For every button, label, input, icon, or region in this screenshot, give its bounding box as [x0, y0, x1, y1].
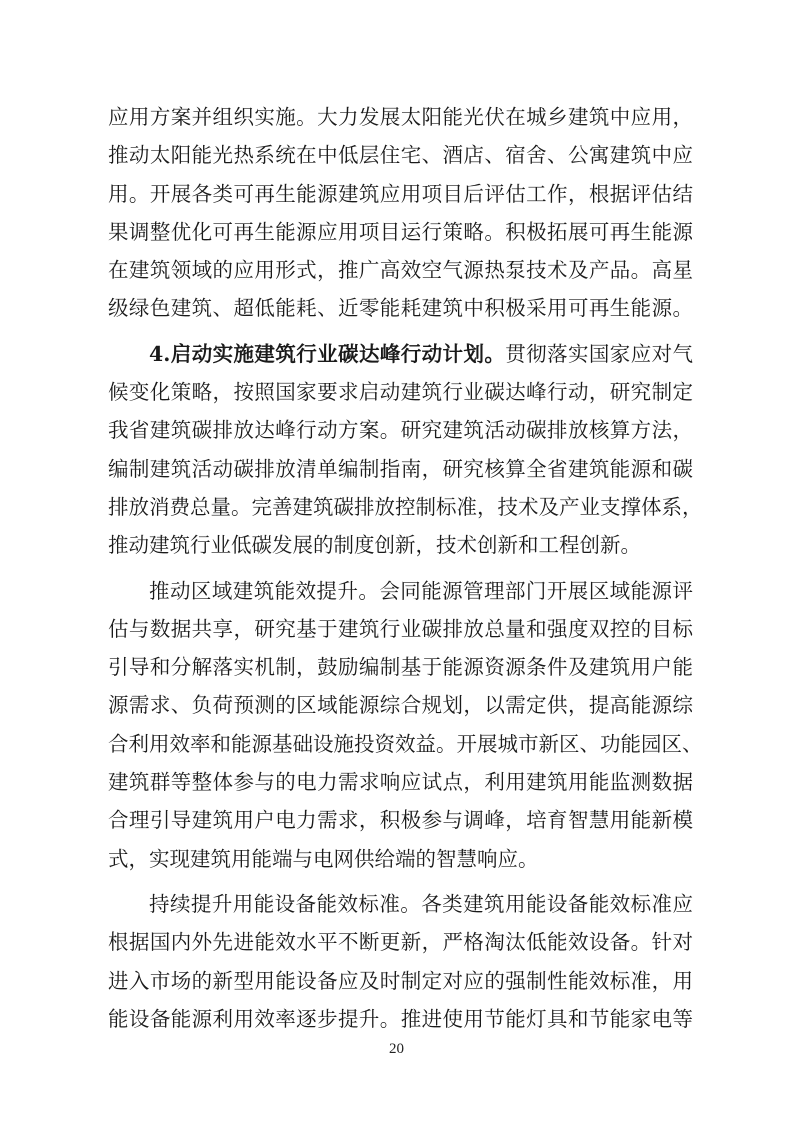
text-line: 推动建筑行业低碳发展的制度创新，技术创新和工程创新。 [108, 533, 641, 558]
text-line: 源需求、负荷预测的区域能源综合规划，以需定供，提高能源综 [108, 693, 693, 718]
text-line: 建筑群等整体参与的电力需求响应试点，利用建筑用能监测数据 [108, 770, 693, 795]
text-line: 进入市场的新型用能设备应及时制定对应的强制性能效标准，用 [108, 968, 693, 993]
text-line: 引导和分解落实机制，鼓励编制基于能源资源条件及建筑用户能 [108, 655, 693, 680]
text-line: 推动太阳能光热系统在中低层住宅、酒店、宿舍、公寓建筑中应 [108, 143, 693, 168]
text-line: 式，实现建筑用能端与电网供给端的智慧响应。 [108, 846, 539, 871]
text-line: 在建筑领域的应用形式，推广高效空气源热泵技术及产品。高星 [108, 258, 693, 283]
paragraph-regional-efficiency [108, 572, 703, 878]
text-line: 估与数据共享，研究基于建筑行业碳排放总量和强度双控的目标 [108, 616, 693, 641]
paragraph-carbon-peak [108, 335, 703, 565]
text-line [108, 335, 693, 373]
section-heading: 4.启动实施建筑行业碳达峰行动计划。 [149, 341, 506, 366]
text-line: 我省建筑碳排放达峰行动方案。研究建筑活动碳排放核算方法， [108, 418, 693, 443]
text-line: 能设备能源利用效率逐步提升。推进使用节能灯具和节能家电等 [108, 1006, 693, 1031]
text-line: 推动区域建筑能效提升。会同能源管理部门开展区域能源评 [149, 578, 693, 603]
text-line: 持续提升用能设备能效标准。各类建筑用能设备能效标准应 [149, 891, 693, 916]
text-line: 候变化策略，按照国家要求启动建筑行业碳达峰行动，研究制定 [108, 380, 693, 405]
text-line: 排放消费总量。完善建筑碳排放控制标准，技术及产业支撑体系， [108, 494, 703, 519]
text-line: 果调整优化可再生能源应用项目运行策略。积极拓展可再生能源 [108, 219, 693, 244]
text-line: 合理引导建筑用户电力需求，积极参与调峰，培育智慧用能新模 [108, 808, 693, 833]
text-line: 用。开展各类可再生能源建筑应用项目后评估工作，根据评估结 [108, 181, 693, 206]
text-line: 级绿色建筑、超低能耗、近零能耗建筑中积极采用可再生能源。 [108, 296, 693, 321]
body-text [108, 98, 703, 1038]
heading-continuation: 贯彻落实国家应对气 [505, 341, 693, 366]
paragraph-equipment-standards [108, 885, 693, 1038]
text-line: 应用方案并组织实施。大力发展太阳能光伏在城乡建筑中应用， [108, 105, 693, 129]
text-line: 合利用效率和能源基础设施投资效益。开展城市新区、功能园区、 [108, 731, 703, 756]
page-number: 20 [389, 1041, 404, 1057]
text-line: 编制建筑活动碳排放清单编制指南，研究核算全省建筑能源和碳 [108, 456, 693, 481]
paragraph-renewable-energy [108, 98, 693, 328]
text-line: 根据国内外先进能效水平不断更新，严格淘汰低能效设备。针对 [108, 930, 693, 955]
